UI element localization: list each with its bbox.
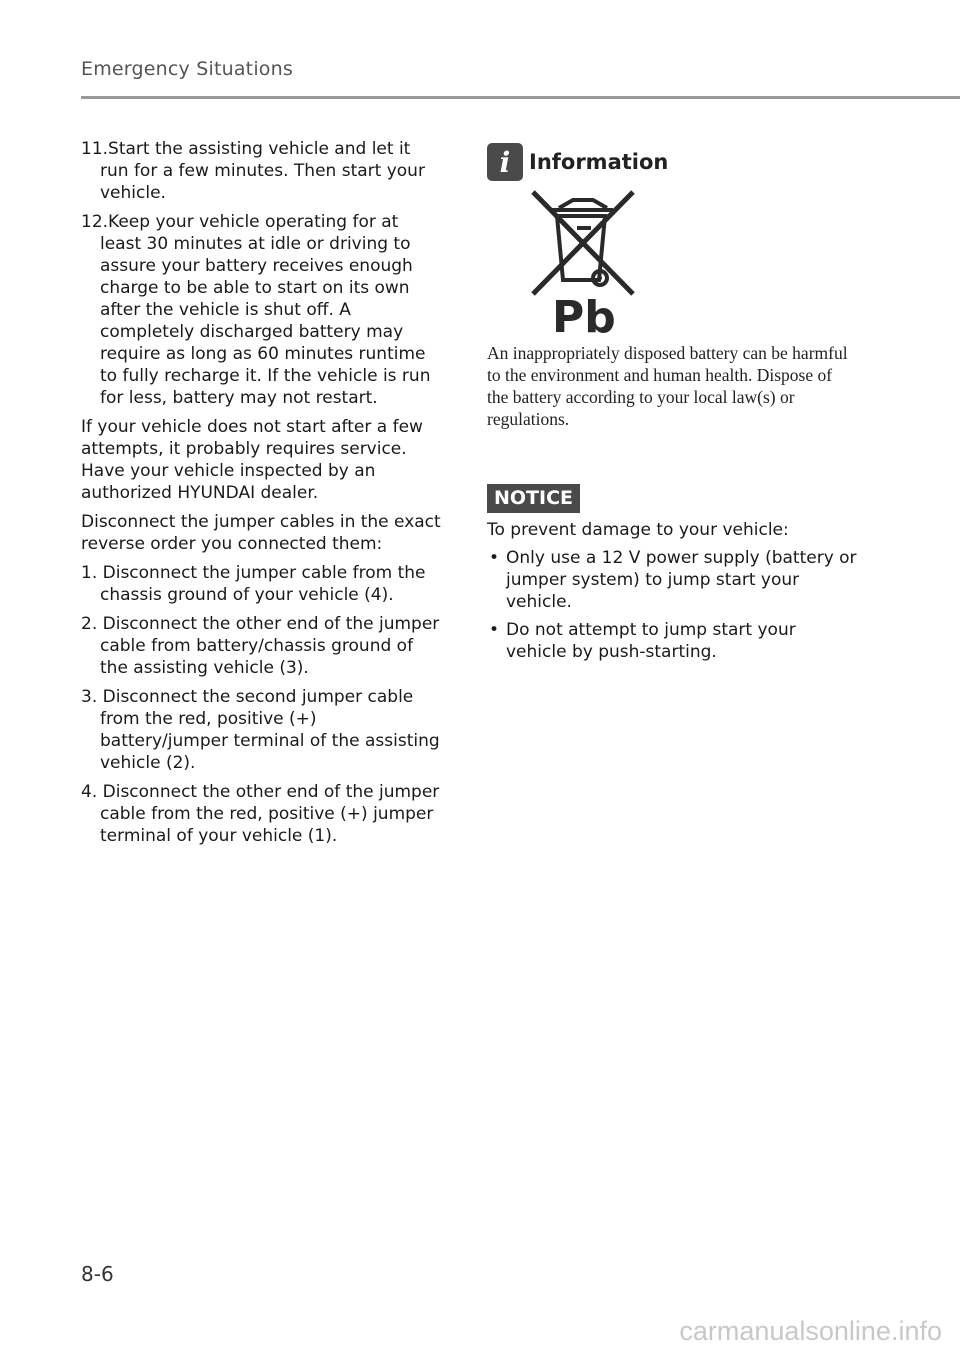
step-number: 11. xyxy=(81,139,109,159)
right-column xyxy=(487,142,867,663)
step-number: 12. xyxy=(81,212,109,232)
notice-body xyxy=(487,519,857,663)
information-title: Information xyxy=(529,150,669,174)
page-header-title: Emergency Situations xyxy=(81,58,293,80)
pb-label: Pb xyxy=(552,292,616,338)
disconnect-step-1 xyxy=(81,562,443,606)
step-number: 3. xyxy=(81,687,98,707)
step-text: Start the assisting vehicle and let it run for a few minutes. Then start your vehicle. xyxy=(100,139,425,203)
bullet-text: Do not attempt to jump start your vehicle by push-starting. xyxy=(506,620,796,662)
step-text: Disconnect the jumper cable from the chassis ground of your vehicle (4). xyxy=(100,563,426,605)
info-icon: i xyxy=(487,143,523,181)
notice-bullet xyxy=(487,547,857,613)
step-text: Disconnect the other end of the jumper cable from the red, positive (+) jumper terminal of your vehicle (1). xyxy=(100,782,440,846)
step-text: Keep your vehicle operating for at least 30 minutes at idle or driving to assure your battery receives enough charge to be able to start on its own after the vehicle is shut off. A completely discharged battery may require as long as 60 minutes runtime to fully recharge it. If the vehicle is run for less, battery may not restart. xyxy=(100,212,431,408)
step-12 xyxy=(81,211,443,409)
crossed-out-bin-icon xyxy=(507,188,647,338)
watermark: carmanualsonline.info xyxy=(679,1316,942,1346)
notice-intro: To prevent damage to your vehicle: xyxy=(487,520,789,540)
notice-bullet xyxy=(487,619,857,663)
service-paragraph: If your vehicle does not start after a few attempts, it probably requires service. Have your vehicle inspected by an authorized HYUNDAI dealer. xyxy=(81,417,423,503)
information-header xyxy=(487,142,867,182)
step-number: 2. xyxy=(81,614,98,634)
step-number: 4. xyxy=(81,782,98,802)
step-number: 1. xyxy=(81,563,98,583)
header-divider xyxy=(81,96,960,99)
step-text: Disconnect the other end of the jumper cable from battery/chassis ground of the assisting vehicle (3). xyxy=(100,614,440,678)
bullet-dot: • xyxy=(489,620,500,640)
disconnect-step-3 xyxy=(81,686,443,774)
notice-badge: NOTICE xyxy=(487,484,580,513)
step-11 xyxy=(81,138,443,204)
information-text: An inappropriately disposed battery can be harmful to the environment and human health. Dispose of the battery according to your local law(s) or regulations. xyxy=(487,343,848,429)
disconnect-intro: Disconnect the jumper cables in the exact reverse order you connected them: xyxy=(81,512,441,554)
bullet-dot: • xyxy=(489,548,500,568)
disconnect-step-2 xyxy=(81,613,443,679)
disconnect-step-4 xyxy=(81,781,443,847)
step-text: Disconnect the second jumper cable from the red, positive (+) battery/jumper terminal of the assisting vehicle (2). xyxy=(100,687,440,773)
bullet-text: Only use a 12 V power supply (battery or jumper system) to jump start your vehicle. xyxy=(506,548,857,612)
page-number: 8-6 xyxy=(81,1262,114,1286)
left-column xyxy=(81,138,443,854)
